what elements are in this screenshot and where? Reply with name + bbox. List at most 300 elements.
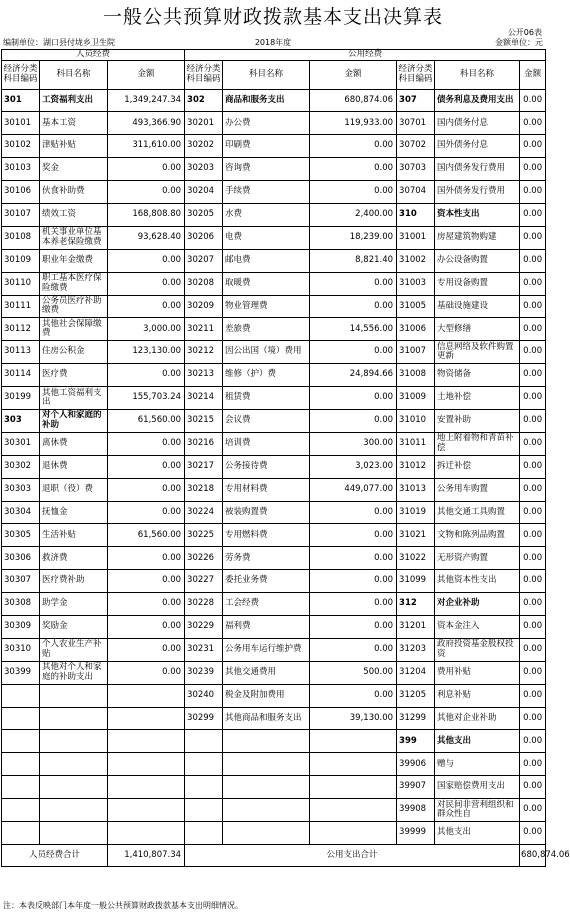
code-cell: 39906 [397,753,435,776]
amount-cell: 0.00 [520,822,546,845]
code-cell: 30201 [185,112,223,135]
table-row [2,524,546,547]
amount-cell: 61,560.00 [108,409,185,432]
code-cell: 39999 [397,822,435,845]
amount-cell [310,730,397,753]
amount-cell: 39,130.00 [310,707,397,730]
table-row [2,547,546,570]
amount-cell [108,799,185,822]
name-cell: 债务利息及费用支出 [435,89,520,112]
table-row [2,799,546,822]
col-name: 科目名称 [223,60,310,89]
code-cell: 30213 [185,364,223,387]
code-cell: 31008 [397,364,435,387]
code-cell: 31006 [397,318,435,341]
code-cell [2,707,40,730]
code-cell: 31204 [397,661,435,684]
name-cell: 对个人和家庭的补助 [40,409,108,432]
name-cell: 国内债务付息 [435,112,520,135]
table-row [2,822,546,845]
amount-cell: 0.00 [310,409,397,432]
table-row [2,295,546,318]
name-cell: 退休费 [40,455,108,478]
amount-cell: 2,400.00 [310,203,397,226]
name-cell: 国外债务付息 [435,135,520,158]
code-cell: 30107 [2,203,40,226]
name-cell: 国家赔偿费用支出 [435,776,520,799]
name-cell: 公务用车运行维护费 [223,638,310,661]
table-row [2,112,546,135]
amount-cell [310,799,397,822]
code-cell: 30228 [185,593,223,616]
name-cell: 专用燃料费 [223,524,310,547]
name-cell: 拆迁补偿 [435,455,520,478]
public-total-label: 公用支出合计 [185,844,520,866]
amount-cell: 0.00 [520,272,546,295]
table-row [2,432,546,455]
amount-cell: 0.00 [520,341,546,364]
amount-cell: 0.00 [310,524,397,547]
table-row [2,730,546,753]
name-cell: 办公设备购置 [435,249,520,272]
table-row [2,203,546,226]
code-cell: 39908 [397,799,435,822]
code-cell: 30103 [2,158,40,181]
public-total-amount: 680,874.06 [520,844,546,866]
amount-cell: 93,628.40 [108,226,185,249]
amount-cell: 14,556.00 [310,318,397,341]
name-cell: 资本性支出 [435,203,520,226]
code-cell: 30206 [185,226,223,249]
name-cell: 文物和陈列品购置 [435,524,520,547]
code-cell: 30227 [185,570,223,593]
amount-cell: 0.00 [310,158,397,181]
table-row [2,318,546,341]
code-cell: 31007 [397,341,435,364]
amount-cell: 8,821.40 [310,249,397,272]
amount-cell: 0.00 [310,570,397,593]
code-cell [185,730,223,753]
amount-cell: 0.00 [520,684,546,707]
amount-cell: 0.00 [520,707,546,730]
name-cell: 津贴补贴 [40,135,108,158]
name-cell: 因公出国（境）费用 [223,341,310,364]
code-cell: 31013 [397,478,435,501]
name-cell: 医疗费补助 [40,570,108,593]
amount-cell: 0.00 [520,181,546,204]
amount-cell [310,776,397,799]
meta-bar [0,37,546,49]
amount-cell: 0.00 [108,364,185,387]
name-cell [223,753,310,776]
amount-cell: 119,933.00 [310,112,397,135]
code-cell: 302 [185,89,223,112]
name-cell [40,753,108,776]
code-cell: 30702 [397,135,435,158]
name-cell [40,684,108,707]
name-cell: 委托业务费 [223,570,310,593]
amount-cell: 0.00 [108,638,185,661]
col-code: 经济分类科目编码 [397,60,435,89]
amount-cell: 449,077.00 [310,478,397,501]
code-cell: 30308 [2,593,40,616]
name-cell: 差旅费 [223,318,310,341]
code-cell: 30110 [2,272,40,295]
table-row [2,249,546,272]
amount-cell: 0.00 [520,203,546,226]
code-cell: 39907 [397,776,435,799]
code-cell: 31011 [397,432,435,455]
amount-cell: 0.00 [310,387,397,410]
name-cell [40,776,108,799]
name-cell: 专用设备购置 [435,272,520,295]
name-cell: 利息补贴 [435,684,520,707]
code-cell: 30111 [2,295,40,318]
code-cell [185,776,223,799]
name-cell: 劳务费 [223,547,310,570]
name-cell: 地上附着物和青苗补偿 [435,432,520,455]
name-cell: 商品和服务支出 [223,89,310,112]
table-row [2,684,546,707]
amount-cell: 0.00 [520,547,546,570]
code-cell: 30305 [2,524,40,547]
col-name: 科目名称 [40,60,108,89]
code-cell: 31005 [397,295,435,318]
code-cell [185,799,223,822]
name-cell [40,822,108,845]
amount-cell: 0.00 [520,524,546,547]
code-cell: 30214 [185,387,223,410]
code-cell: 30215 [185,409,223,432]
code-cell [2,753,40,776]
code-cell: 31002 [397,249,435,272]
table-row [2,135,546,158]
col-code: 经济分类科目编码 [185,60,223,89]
public-header: 公用经费 [185,50,546,61]
code-cell: 30303 [2,478,40,501]
amount-cell: 0.00 [108,249,185,272]
amount-cell: 18,239.00 [310,226,397,249]
code-cell: 31205 [397,684,435,707]
col-amount: 金额 [310,60,397,89]
name-cell: 公务用车购置 [435,478,520,501]
code-cell: 310 [397,203,435,226]
code-cell: 30211 [185,318,223,341]
code-cell: 30207 [185,249,223,272]
amount-cell: 0.00 [520,364,546,387]
amount-cell: 0.00 [310,615,397,638]
amount-cell: 0.00 [520,112,546,135]
code-cell: 31099 [397,570,435,593]
amount-cell: 0.00 [310,547,397,570]
code-cell: 30704 [397,181,435,204]
amount-cell: 0.00 [310,341,397,364]
name-cell: 取暖费 [223,272,310,295]
name-cell: 被装购置费 [223,501,310,524]
name-cell: 赠与 [435,753,520,776]
amount-cell: 0.00 [108,615,185,638]
table-row [2,570,546,593]
name-cell: 租赁费 [223,387,310,410]
amount-cell: 0.00 [310,638,397,661]
amount-cell: 0.00 [520,501,546,524]
amount-cell: 0.00 [520,570,546,593]
amount-cell: 0.00 [310,593,397,616]
code-cell: 301 [2,89,40,112]
amount-cell: 0.00 [108,158,185,181]
amount-cell: 0.00 [520,318,546,341]
amount-cell: 3,000.00 [108,318,185,341]
name-cell: 费用补贴 [435,661,520,684]
amount-cell: 0.00 [520,409,546,432]
code-cell: 30101 [2,112,40,135]
name-cell: 医疗费 [40,364,108,387]
col-name: 科目名称 [435,60,520,89]
amount-cell: 61,560.00 [108,524,185,547]
table-row [2,181,546,204]
personnel-header: 人员经费 [2,50,185,61]
name-cell: 基本工资 [40,112,108,135]
code-cell: 30307 [2,570,40,593]
table-row [2,615,546,638]
code-cell: 30309 [2,615,40,638]
table-row [2,753,546,776]
name-cell: 公务接待费 [223,455,310,478]
amount-cell: 0.00 [108,501,185,524]
code-cell: 30204 [185,181,223,204]
amount-cell: 0.00 [108,432,185,455]
name-cell: 会议费 [223,409,310,432]
amount-cell: 0.00 [520,249,546,272]
code-cell: 31201 [397,615,435,638]
code-cell: 30703 [397,158,435,181]
code-cell: 30304 [2,501,40,524]
name-cell: 物资储备 [435,364,520,387]
unit-label: 金额单位：元 [495,38,543,47]
code-cell: 30224 [185,501,223,524]
code-cell: 30203 [185,158,223,181]
code-cell: 303 [2,409,40,432]
name-cell: 抚恤金 [40,501,108,524]
amount-cell: 0.00 [310,295,397,318]
name-cell: 退职（役）费 [40,478,108,501]
code-cell: 30231 [185,638,223,661]
amount-cell [108,707,185,730]
amount-cell: 168,808.80 [108,203,185,226]
code-cell: 30106 [2,181,40,204]
amount-cell: 0.00 [108,661,185,684]
code-cell: 31001 [397,226,435,249]
name-cell: 其他对个人和家庭的补助支出 [40,661,108,684]
name-cell [40,707,108,730]
amount-cell: 0.00 [108,547,185,570]
name-cell: 生活补贴 [40,524,108,547]
col-amount: 金额 [108,60,185,89]
name-cell [223,799,310,822]
name-cell: 无形资产购置 [435,547,520,570]
amount-cell [310,822,397,845]
amount-cell: 0.00 [520,753,546,776]
name-cell: 印刷费 [223,135,310,158]
personnel-total-amount: 1,410,807.34 [108,844,185,866]
code-cell: 30301 [2,432,40,455]
code-cell: 31299 [397,707,435,730]
amount-cell: 0.00 [108,455,185,478]
code-cell: 312 [397,593,435,616]
table-row [2,387,546,410]
name-cell: 政府投资基金股权投资 [435,638,520,661]
amount-cell: 0.00 [520,638,546,661]
code-cell: 30212 [185,341,223,364]
table-row [2,593,546,616]
year-label: 2018年度 [254,38,292,47]
name-cell: 手续费 [223,181,310,204]
amount-cell [108,776,185,799]
code-cell: 30299 [185,707,223,730]
amount-cell: 0.00 [520,593,546,616]
code-cell: 31203 [397,638,435,661]
name-cell: 信息网络及软件购置更新 [435,341,520,364]
amount-cell: 300.00 [310,432,397,455]
name-cell [223,730,310,753]
table-row [2,661,546,684]
name-cell: 其他资本性支出 [435,570,520,593]
code-cell: 30114 [2,364,40,387]
name-cell: 其他工资福利支出 [40,387,108,410]
code-cell: 31012 [397,455,435,478]
name-cell: 对企业补助 [435,593,520,616]
name-cell: 救济费 [40,547,108,570]
code-cell: 30226 [185,547,223,570]
code-cell: 30217 [185,455,223,478]
amount-cell: 0.00 [108,478,185,501]
name-cell: 绩效工资 [40,203,108,226]
name-cell [223,822,310,845]
table-row [2,364,546,387]
name-cell: 房屋建筑物购建 [435,226,520,249]
name-cell [223,776,310,799]
name-cell: 电费 [223,226,310,249]
code-cell: 30102 [2,135,40,158]
amount-cell: 0.00 [108,570,185,593]
code-cell: 30202 [185,135,223,158]
amount-cell: 0.00 [520,730,546,753]
code-cell: 30239 [185,661,223,684]
name-cell: 国外债务发行费用 [435,181,520,204]
amount-cell: 0.00 [520,387,546,410]
code-cell: 30108 [2,226,40,249]
name-cell: 其他交通工具购置 [435,501,520,524]
code-cell: 31022 [397,547,435,570]
name-cell: 办公费 [223,112,310,135]
amount-cell: 0.00 [520,432,546,455]
code-cell: 31009 [397,387,435,410]
name-cell: 基础设施建设 [435,295,520,318]
amount-cell: 0.00 [108,295,185,318]
code-cell [2,799,40,822]
amount-cell: 0.00 [310,501,397,524]
amount-cell [310,753,397,776]
table-row [2,89,546,112]
table-row [2,158,546,181]
code-cell [2,776,40,799]
form-code: 公开06表 [507,28,542,37]
name-cell: 住房公积金 [40,341,108,364]
code-cell: 31003 [397,272,435,295]
table-row [2,226,546,249]
footnote: 注：本表反映部门本年度一般公共预算财政拨款基本支出明细情况。 [3,901,243,910]
amount-cell: 0.00 [310,272,397,295]
name-cell: 公务员医疗补助缴费 [40,295,108,318]
code-cell: 30701 [397,112,435,135]
code-cell: 30205 [185,203,223,226]
amount-cell: 0.00 [520,135,546,158]
code-cell: 30218 [185,478,223,501]
code-cell [2,684,40,707]
name-cell: 安置补助 [435,409,520,432]
name-cell: 奖金 [40,158,108,181]
col-amount: 金额 [520,60,546,89]
org-label: 编制单位：湖口县付垅乡卫生院 [3,38,115,47]
personnel-total-label: 人员经费合计 [2,844,108,866]
code-cell: 31021 [397,524,435,547]
code-cell: 30199 [2,387,40,410]
code-cell: 30225 [185,524,223,547]
code-cell: 30113 [2,341,40,364]
name-cell: 工会经费 [223,593,310,616]
amount-cell: 0.00 [310,684,397,707]
code-cell: 30209 [185,295,223,318]
code-cell: 31010 [397,409,435,432]
amount-cell [108,730,185,753]
code-cell: 30112 [2,318,40,341]
amount-cell: 311,610.00 [108,135,185,158]
name-cell: 对民间非营利组织和群众性自 [435,799,520,822]
amount-cell: 680,874.06 [310,89,397,112]
name-cell: 咨询费 [223,158,310,181]
name-cell: 其他支出 [435,730,520,753]
name-cell: 其他交通费用 [223,661,310,684]
code-cell [185,822,223,845]
code-cell: 30109 [2,249,40,272]
name-cell: 税金及附加费用 [223,684,310,707]
code-cell: 307 [397,89,435,112]
code-cell: 30302 [2,455,40,478]
table-row [2,455,546,478]
amount-cell: 123,130.00 [108,341,185,364]
amount-cell: 0.00 [310,135,397,158]
amount-cell: 493,366.90 [108,112,185,135]
table-row [2,409,546,432]
table-row [2,341,546,364]
code-cell: 30310 [2,638,40,661]
name-cell: 职业年金缴费 [40,249,108,272]
page-title: 一般公共预算财政拨款基本支出决算表 [102,6,443,28]
amount-cell: 0.00 [520,89,546,112]
amount-cell: 3,023.00 [310,455,397,478]
name-cell: 奖励金 [40,615,108,638]
amount-cell: 0.00 [108,272,185,295]
name-cell: 维修（护）费 [223,364,310,387]
code-cell: 30306 [2,547,40,570]
table-row [2,638,546,661]
amount-cell: 0.00 [520,776,546,799]
amount-cell: 0.00 [520,158,546,181]
name-cell: 专用材料费 [223,478,310,501]
name-cell: 离休费 [40,432,108,455]
table-row [2,776,546,799]
name-cell [40,730,108,753]
